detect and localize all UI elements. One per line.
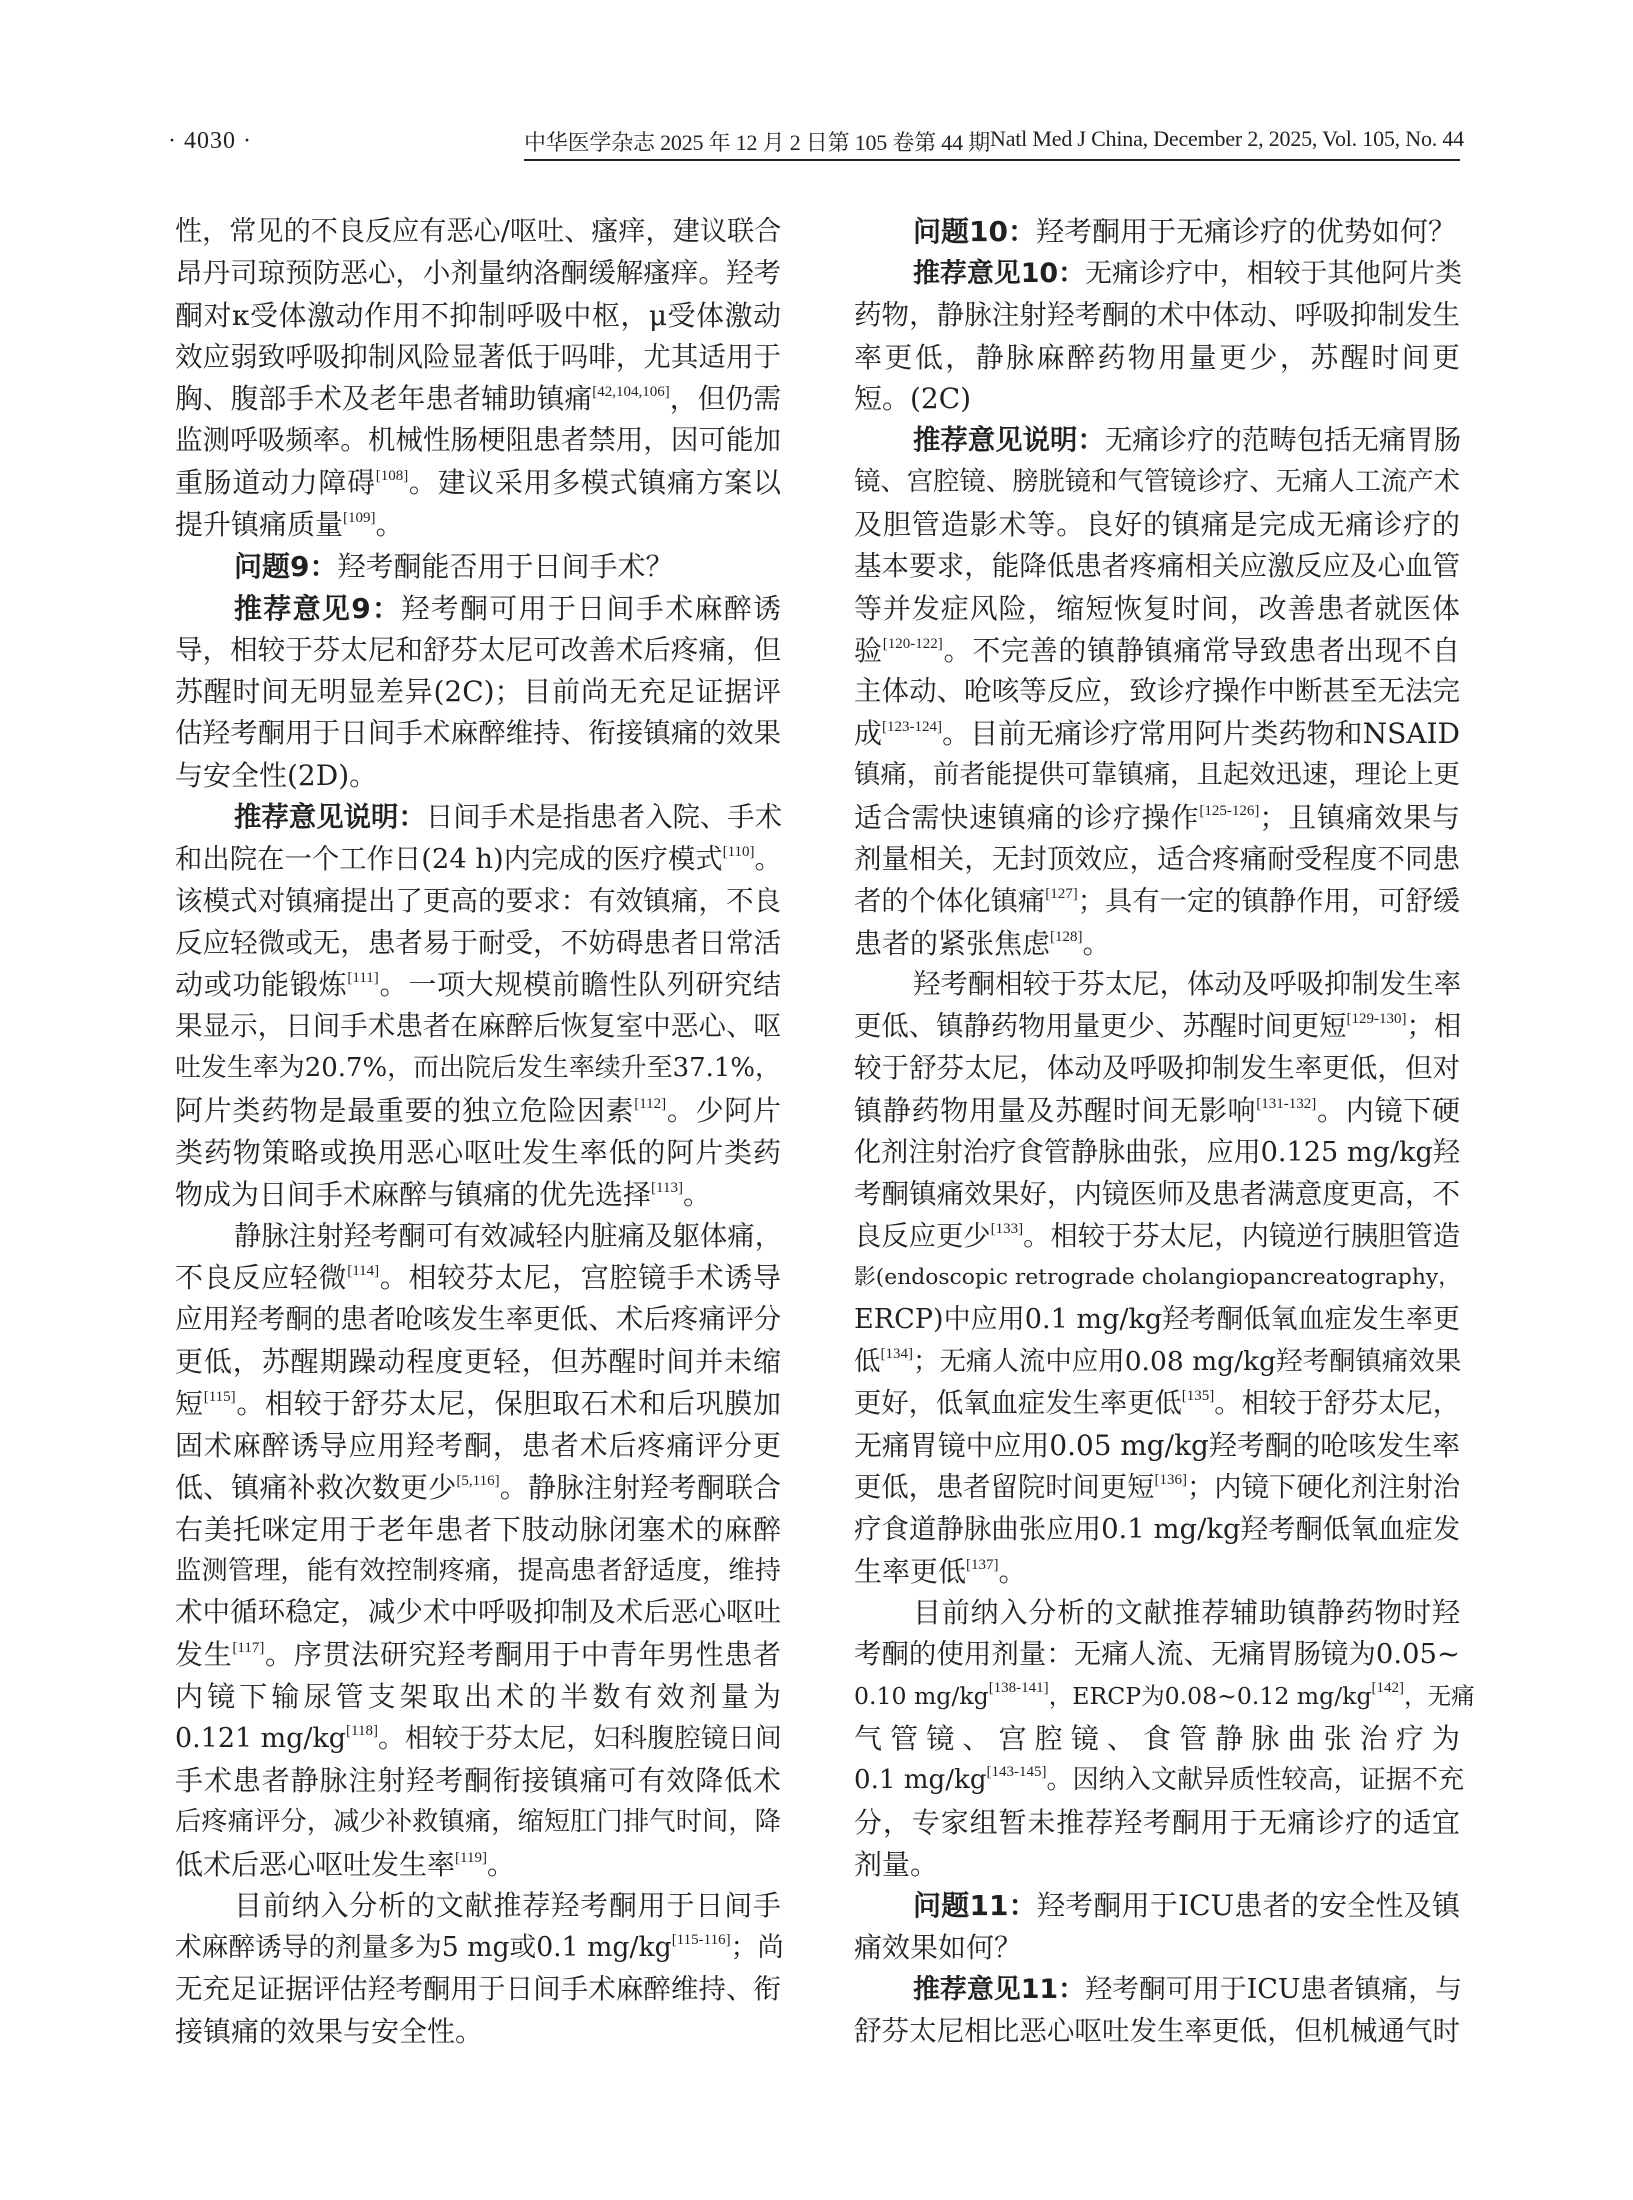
text-line	[175, 1257, 781, 1299]
text-line	[175, 1927, 784, 1969]
text-line	[175, 839, 781, 881]
body-text: 果显示，日间手术患者在麻醉后恢复室中恶心、呕	[175, 1010, 782, 1043]
text-line	[854, 1132, 1460, 1174]
citation-ref: [117]	[232, 1640, 265, 1657]
bold-label: 问题10：	[913, 215, 1036, 248]
text-line	[854, 1760, 1465, 1802]
text-line	[854, 713, 1460, 755]
body-text: 短。(2C)	[854, 382, 972, 416]
body-text: 。因纳入文献异质性较高，证据不充	[1046, 1764, 1465, 1795]
body-text: 。	[682, 1177, 711, 1211]
body-text: 吐发生率为20.7%，而出院后发生率续升至37.1%，	[175, 1053, 781, 1084]
body-text: 0.1 mg/kg	[854, 1764, 987, 1795]
body-text: 低	[854, 1346, 881, 1378]
text-line	[854, 1885, 1460, 1927]
citation-ref: [5,116]	[456, 1472, 500, 1489]
body-text: 羟考酮可用于日间手术麻醉诱	[401, 591, 781, 625]
text-line	[854, 1090, 1460, 1132]
body-text: 基本要求，能降低患者疼痛相关应激反应及心血管	[854, 549, 1461, 582]
body-text: 羟考酮用于无痛诊疗的优势如何？	[1035, 215, 1456, 248]
text-line	[854, 546, 1460, 588]
text-line	[854, 881, 1460, 923]
citation-ref: [138-141]	[988, 1680, 1049, 1697]
citation-ref: [120-122]	[882, 635, 943, 652]
body-text: 更低，患者留院时间更短	[854, 1471, 1155, 1503]
body-text: 。不完善的镇静镇痛常导致患者出现不自	[942, 633, 1460, 667]
body-text: 。一项大规模前瞻性队列研究结	[378, 968, 781, 1002]
body-text: 导，相较于芬太尼和舒芬太尼可改善术后疼痛，但	[175, 633, 782, 666]
text-line	[175, 964, 781, 1006]
journal-title-cn: 中华医学杂志 2025 年 12 月 2 日第 105 卷第 44 期	[524, 130, 991, 155]
text-line	[175, 1885, 781, 1927]
body-text: ，无痛	[1404, 1682, 1475, 1711]
body-text: 镜、宫腔镜、膀胱镜和气管镜诊疗、无痛人工流产术	[854, 467, 1460, 498]
body-text: 良反应更少	[854, 1220, 991, 1252]
text-line	[854, 1216, 1460, 1258]
body-text: 羟考酮可用于ICU患者镇痛，与	[1085, 1974, 1463, 2006]
text-line	[175, 1006, 781, 1048]
body-text: 患者的紧张焦虑	[854, 926, 1051, 960]
body-text: 舒芬太尼相比恶心呕吐发生率更低，但机械通气时	[854, 2014, 1461, 2047]
body-text: 羟考酮用于ICU患者的安全性及镇	[1036, 1889, 1461, 1923]
body-text: 效应弱致呼吸抑制风险显著低于吗啡，尤其适用于	[175, 340, 782, 373]
body-text: 估羟考酮用于日间手术麻醉维持、衔接镇痛的效果	[175, 717, 782, 750]
text-line	[854, 378, 1460, 420]
body-text: 胸、腹部手术及老年患者辅助镇痛	[175, 382, 593, 416]
body-text: 不良反应轻微	[175, 1261, 348, 1295]
body-text: 动或功能锻炼	[175, 968, 348, 1002]
body-text: 气管镜、宫腔镜、食管静脉曲张治疗为	[854, 1721, 1460, 1755]
body-text: 监测呼吸频率。机械性肠梗阻患者禁用，因可能加	[175, 424, 782, 457]
text-line	[854, 1299, 1460, 1341]
body-text: 反应轻微或无，患者易于耐受，不妨碍患者日常活	[175, 926, 782, 959]
body-text: 羟考酮能否用于日间手术？	[337, 549, 674, 583]
text-line	[175, 1090, 781, 1132]
text-line	[175, 211, 781, 253]
body-text: 短	[175, 1387, 204, 1421]
body-text: 0.121 mg/kg	[175, 1722, 347, 1754]
body-text: 。相较于舒芬太尼，保胆取石术和后巩膜加	[235, 1387, 781, 1421]
citation-ref: [128]	[1050, 928, 1083, 945]
body-text: 与安全性(2D)。	[175, 759, 378, 793]
body-text: 镇静药物用量及苏醒时间无影响	[854, 1094, 1257, 1128]
text-line	[854, 588, 1460, 630]
body-text: ，但仍需	[669, 382, 782, 416]
body-text: 手术患者静脉注射羟考酮衔接镇痛可有效降低术	[175, 1763, 781, 1797]
text-line	[854, 1467, 1460, 1509]
bold-label: 问题11：	[913, 1889, 1037, 1923]
text-line	[175, 1299, 781, 1341]
body-text: 痛效果如何？	[854, 1931, 1023, 1965]
body-text: 适合需快速镇痛的诊疗操作	[854, 801, 1200, 835]
body-text: 影(endoscopic retrograde cholangiopancreatography，	[854, 1265, 1460, 1291]
citation-ref: [110]	[722, 843, 755, 860]
body-text: 目前纳入分析的文献推荐羟考酮用于日间手	[234, 1889, 781, 1923]
citation-ref: [108]	[375, 468, 409, 485]
body-text: 提升镇痛质量	[175, 508, 344, 542]
right-column	[854, 211, 1475, 2053]
body-text: 类药物策略或换用恶心呕吐发生率低的阿片类药	[175, 1135, 781, 1169]
body-text: 和出院在一个工作日(24 h)内完成的医疗模式	[175, 843, 723, 875]
text-line	[854, 211, 1460, 253]
body-text: 率更低，静脉麻醉药物用量更少，苏醒时间更	[854, 340, 1460, 374]
text-line	[854, 1634, 1460, 1676]
body-text: 主体动、呛咳等反应，致诊疗操作中断甚至无法完	[854, 675, 1461, 708]
text-line	[854, 839, 1460, 881]
body-text: 更低，苏醒期躁动程度更轻，但苏醒时间并未缩	[175, 1345, 781, 1379]
text-line	[854, 1048, 1460, 1090]
text-line	[854, 1257, 1460, 1299]
body-text: ；具有一定的镇静作用，可舒缓	[1077, 885, 1461, 917]
bold-label: 推荐意见说明：	[234, 802, 426, 834]
text-line	[175, 881, 781, 923]
body-text: 。相较芬太尼，宫腔镜手术诱导	[379, 1261, 781, 1295]
citation-ref: [115]	[203, 1389, 236, 1406]
text-line	[854, 337, 1460, 379]
text-line	[175, 797, 781, 839]
citation-ref: [115-116]	[671, 1932, 731, 1949]
journal-title-en: Natl Med J China, December 2, 2025, Vol. 105, No. 44	[990, 126, 1464, 151]
body-text: 。相较于芬太尼，妇科腹腔镜日间	[377, 1722, 782, 1754]
citation-ref: [137]	[966, 1556, 999, 1573]
citation-ref: [109]	[343, 510, 376, 527]
text-line	[854, 253, 1460, 295]
body-text: 发生	[175, 1638, 233, 1672]
body-text: 镇痛，前者能提供可靠镇痛，且起效迅速，理论上更	[854, 760, 1460, 791]
body-text: 者的个体化镇痛	[854, 885, 1046, 917]
body-text: ；尚	[730, 1932, 784, 1964]
body-text: 接镇痛的效果与安全性。	[175, 2014, 484, 2048]
citation-ref: [42,104,106]	[592, 384, 670, 401]
citation-ref: [131-132]	[1256, 1096, 1317, 1113]
body-text: 考酮的使用剂量：无痛人流、无痛胃肠镜为0.05~	[854, 1639, 1460, 1671]
text-line	[854, 1174, 1460, 1216]
text-line	[175, 1383, 781, 1425]
body-text: 静脉注射羟考酮可有效减轻内脏痛及躯体痛，	[234, 1220, 783, 1252]
citation-ref: [129-130]	[1346, 1011, 1407, 1028]
citation-ref: [136]	[1154, 1471, 1187, 1488]
body-text: 生率更低	[854, 1554, 967, 1588]
body-text: 目前纳入分析的文献推荐辅助镇静药物时羟	[913, 1596, 1460, 1630]
body-text: 右美托咪定用于老年患者下肢动脉闭塞术的麻醉	[175, 1512, 781, 1546]
text-line	[175, 1802, 781, 1844]
text-line	[175, 1676, 781, 1718]
body-text: 物成为日间手术麻醉与镇痛的优先选择	[175, 1177, 652, 1211]
text-line	[854, 1383, 1460, 1425]
text-line	[175, 378, 781, 420]
text-line	[854, 462, 1460, 504]
body-text: 药物，静脉注射羟考酮的术中体动、呼吸抑制发生	[854, 298, 1461, 331]
text-line	[175, 588, 781, 630]
text-line	[175, 923, 781, 965]
text-line	[175, 1216, 781, 1258]
text-line	[175, 713, 781, 755]
citation-ref: [134]	[880, 1346, 913, 1363]
text-line	[175, 1760, 781, 1802]
body-text: 。相较于舒芬太尼，	[1214, 1388, 1461, 1420]
body-text: 更低、镇静药物用量更少、苏醒时间更短	[854, 1011, 1347, 1043]
bold-label: 推荐意见说明：	[913, 425, 1105, 457]
citation-ref: [113]	[651, 1179, 683, 1196]
citation-ref: [127]	[1045, 885, 1078, 902]
body-text: 重肠道动力障碍	[175, 466, 376, 500]
text-line	[175, 1048, 781, 1090]
text-line	[854, 1341, 1460, 1383]
body-text: ；无痛人流中应用0.08 mg/kg羟考酮镇痛效果	[912, 1346, 1462, 1378]
text-line	[175, 462, 781, 504]
citation-ref: [112]	[634, 1096, 667, 1113]
text-line	[854, 1676, 1475, 1718]
body-text: 。	[375, 508, 404, 542]
text-line	[854, 1592, 1460, 1634]
citation-ref: [125-126]	[1199, 803, 1260, 820]
bold-label: 推荐意见10：	[913, 257, 1086, 289]
body-text: 。目前无痛诊疗常用阿片类药物和NSAID	[942, 717, 1460, 751]
body-text: 。内镜下硬	[1316, 1094, 1460, 1128]
text-line	[854, 1551, 1460, 1593]
text-line	[175, 253, 781, 295]
body-text: 苏醒时间无明显差异(2C)；目前尚无充足证据评	[175, 675, 781, 709]
body-text: 。	[998, 1554, 1027, 1588]
text-line	[854, 420, 1460, 462]
text-line	[175, 1844, 781, 1886]
body-text: 及胆管造影术等。良好的镇痛是完成无痛诊疗的	[854, 508, 1460, 542]
body-text: 后疼痛评分，减少补救镇痛，缩短肛门排气时间，降	[175, 1806, 781, 1837]
text-line	[854, 1844, 1460, 1886]
text-line	[854, 1802, 1460, 1844]
text-line	[175, 504, 781, 546]
text-line	[175, 295, 781, 337]
body-text: ；内镜下硬化剂注射治	[1186, 1471, 1461, 1503]
text-line	[854, 755, 1460, 797]
body-text: 无充足证据评估羟考酮用于日间手术麻醉维持、衔	[175, 1973, 782, 2006]
body-text: 无痛胃镜中应用0.05 mg/kg羟考酮的呛咳发生率	[854, 1428, 1461, 1462]
running-head	[524, 126, 1464, 161]
body-text: 。	[486, 1847, 515, 1881]
text-line	[175, 546, 781, 588]
text-line	[854, 923, 1460, 965]
text-line	[175, 1592, 781, 1634]
body-text: 无痛诊疗的范畴包括无痛胃肠	[1104, 425, 1462, 457]
body-text: 该模式对镇痛提出了更高的要求：有效镇痛，不良	[175, 884, 782, 917]
body-text: 。	[754, 843, 782, 875]
body-text: 应用羟考酮的患者呛咳发生率更低、术后疼痛评分	[175, 1303, 782, 1336]
text-line	[175, 1509, 781, 1551]
body-text: 阿片类药物是最重要的独立危险因素	[175, 1094, 635, 1128]
body-text: ；且镇痛效果与	[1259, 801, 1460, 835]
citation-ref: [119]	[455, 1849, 487, 1866]
body-text: 剂量。	[854, 1847, 939, 1881]
body-text: 无痛诊疗中，相较于其他阿片类	[1085, 257, 1462, 289]
text-line	[175, 1969, 781, 2011]
text-line	[854, 671, 1460, 713]
text-line	[175, 1425, 781, 1467]
text-line	[854, 295, 1460, 337]
body-text: 剂量相关，无封顶效应，适合疼痛耐受程度不同患	[854, 842, 1461, 875]
citation-ref: [135]	[1181, 1388, 1215, 1405]
text-line	[175, 1341, 781, 1383]
citation-ref: [123-124]	[882, 719, 943, 736]
body-text: 。相较于芬太尼，内镜逆行胰胆管造	[1023, 1220, 1461, 1252]
bold-label: 推荐意见9：	[234, 591, 402, 625]
text-line	[175, 1132, 781, 1174]
body-text: 。建议采用多模式镇痛方案以	[408, 466, 781, 500]
body-text: 固术麻醉诱导应用羟考酮，患者术后疼痛评分更	[175, 1428, 781, 1462]
citation-ref: [143-145]	[986, 1763, 1047, 1780]
citation-ref: [118]	[346, 1722, 378, 1739]
text-line	[175, 1551, 781, 1593]
text-line	[175, 1634, 781, 1676]
body-text: 术麻醉诱导的剂量多为5 mg或0.1 mg/kg	[175, 1932, 672, 1964]
text-line	[854, 2011, 1460, 2053]
body-text: 。序贯法研究羟考酮用于中青年男性患者	[264, 1638, 781, 1672]
text-line	[854, 797, 1460, 839]
text-line	[854, 1718, 1460, 1760]
text-line	[854, 1927, 1460, 1969]
text-line	[854, 964, 1460, 1006]
body-text: 0.10 mg/kg	[854, 1682, 989, 1711]
text-line	[854, 630, 1460, 672]
body-text: 分，专家组暂未推荐羟考酮用于无痛诊疗的适宜	[854, 1805, 1460, 1839]
body-text: 低、镇痛补救次数更少	[175, 1470, 457, 1504]
body-text: ，ERCP为0.08~0.12 mg/kg	[1048, 1682, 1372, 1711]
body-text: 术中循环稳定，减少术中呼吸抑制及术后恶心呕吐	[175, 1596, 782, 1629]
text-line	[175, 1718, 781, 1760]
text-line	[175, 671, 781, 713]
text-line	[175, 1174, 781, 1216]
body-text: 低术后恶心呕吐发生率	[175, 1847, 456, 1881]
text-line	[854, 1969, 1463, 2011]
citation-ref: [133]	[990, 1220, 1024, 1237]
bold-label: 推荐意见11：	[913, 1974, 1086, 2006]
body-text: 内镜下输尿管支架取出术的半数有效剂量为	[175, 1680, 781, 1714]
body-text: 成	[854, 717, 883, 751]
text-line	[175, 420, 781, 462]
text-line	[175, 1467, 781, 1509]
body-text: 等并发症风险，缩短恢复时间，改善患者就医体	[854, 591, 1460, 625]
body-text: 疗食道静脉曲张应用0.1 mg/kg羟考酮低氧血症发	[854, 1513, 1461, 1545]
citation-ref: [114]	[347, 1263, 380, 1280]
text-line	[175, 755, 781, 797]
body-text: 。静脉注射羟考酮联合	[499, 1470, 781, 1504]
body-text: 昂丹司琼预防恶心，小剂量纳洛酮缓解瘙痒。羟考	[175, 256, 782, 289]
body-text: 。少阿片	[666, 1094, 781, 1128]
text-line	[175, 337, 781, 379]
body-text: 验	[854, 633, 883, 667]
text-line	[854, 1509, 1460, 1551]
page-number: · 4030 ·	[168, 128, 252, 154]
text-line	[175, 630, 781, 672]
left-column	[175, 211, 784, 2053]
bold-label: 问题9：	[234, 549, 338, 583]
citation-ref: [142]	[1371, 1680, 1405, 1697]
text-line	[175, 2011, 781, 2053]
body-text: 性，常见的不良反应有恶心/呕吐、瘙痒，建议联合	[175, 216, 782, 247]
text-line	[854, 504, 1460, 546]
citation-ref: [111]	[347, 970, 379, 987]
body-text: 监测管理，能有效控制疼痛，提高患者舒适度，维持	[175, 1555, 781, 1586]
body-text: 羟考酮相较于芬太尼，体动及呼吸抑制发生率	[913, 969, 1462, 1001]
text-line	[854, 1006, 1460, 1048]
body-text: 酮对κ受体激动作用不抑制呼吸中枢，μ受体激动	[175, 298, 781, 332]
body-text: 更好，低氧血症发生率更低	[854, 1388, 1182, 1420]
body-text: 日间手术是指患者入院、手术	[425, 802, 783, 834]
body-text: ；相	[1406, 1011, 1462, 1043]
body-text: 化剂注射治疗食管静脉曲张，应用0.125 mg/kg羟	[854, 1136, 1460, 1168]
body-text: 较于舒芬太尼，体动及呼吸抑制发生率更低，但对	[854, 1052, 1461, 1085]
text-line	[854, 1425, 1460, 1467]
body-text: ERCP)中应用0.1 mg/kg羟考酮低氧血症发生率更	[854, 1304, 1460, 1336]
body-text: 考酮镇痛效果好，内镜医师及患者满意度更高，不	[854, 1177, 1461, 1210]
body-text: 。	[1082, 926, 1111, 960]
